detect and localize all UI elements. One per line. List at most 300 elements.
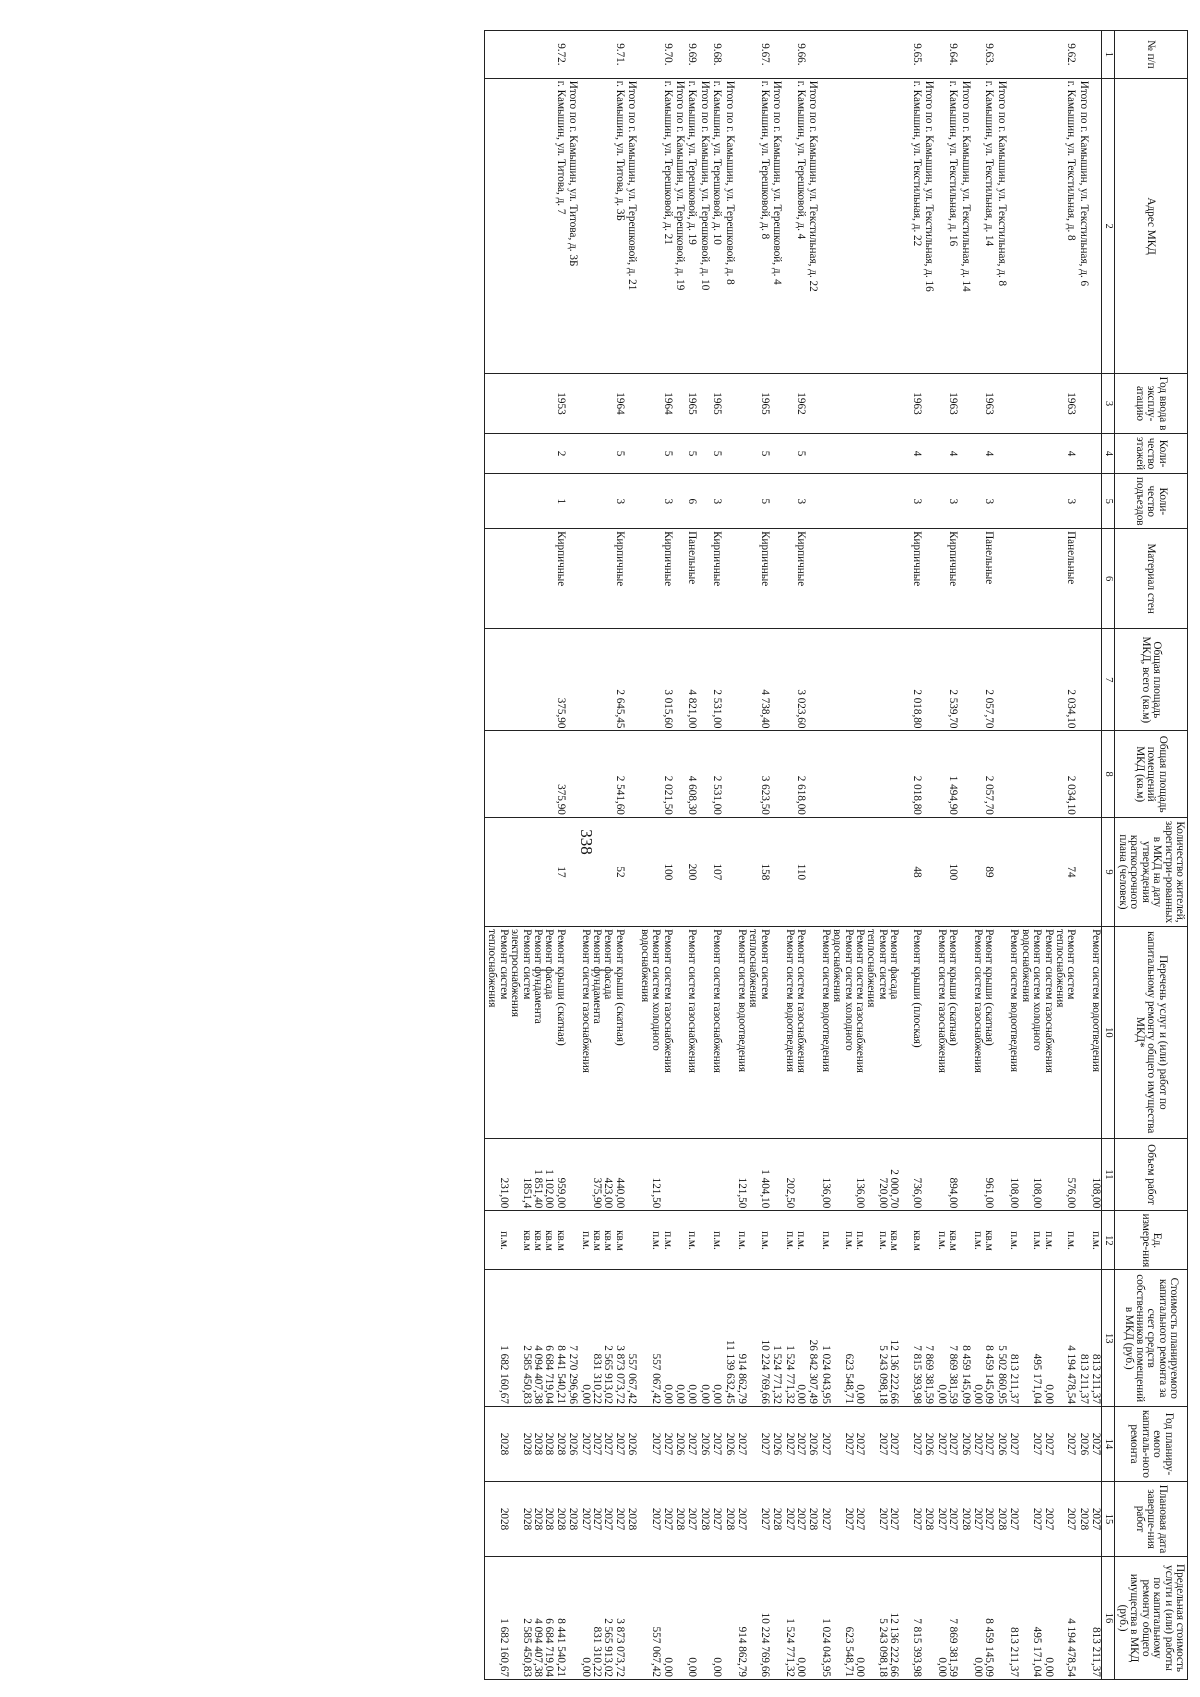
year-cell xyxy=(625,374,637,433)
entrances-cell xyxy=(782,474,806,529)
works-list-cell xyxy=(735,927,770,1139)
total-area-cell-text: 4 738,40 xyxy=(758,689,771,729)
residents-cell xyxy=(673,817,685,926)
row-number-text: 9.66. xyxy=(795,43,807,66)
entrances-cell xyxy=(995,474,1007,529)
row-number-text: 9.62. xyxy=(1065,43,1078,66)
floors-cell-text: 5 xyxy=(711,450,724,457)
total-area-cell xyxy=(625,629,637,731)
wall-material-cell xyxy=(685,529,697,629)
premises-area-cell xyxy=(1089,731,1102,817)
year-cell-text: 1963 xyxy=(1065,392,1078,415)
header-cell: № п/п xyxy=(1114,31,1187,79)
wall-material-cell-text: Кирпичные xyxy=(795,531,807,587)
wall-material-cell xyxy=(1089,529,1102,629)
total-row xyxy=(995,31,1007,1680)
wall-material-cell xyxy=(710,529,722,629)
wall-material-cell xyxy=(566,529,578,629)
planned-year-cell-text: 2026 xyxy=(626,1432,639,1456)
limit-cost-cell xyxy=(697,1557,709,1680)
premises-area-cell-text: 2 018,80 xyxy=(911,775,924,815)
header-cell: Предельная стоимость услуги и (или) работы по капитальному ремонту общего имущества в МКД (руб.) xyxy=(1114,1557,1187,1680)
planned-year-cell xyxy=(625,1406,637,1481)
residents-cell-text: 100 xyxy=(947,863,960,881)
row-number-text: 9.65. xyxy=(911,43,924,66)
planned-cost-cell xyxy=(710,1270,722,1406)
planned-cost-cell-text: 813 211,37 xyxy=(1077,1354,1090,1404)
total-area-cell xyxy=(637,629,672,731)
row-number xyxy=(697,31,709,79)
work-volume-cell xyxy=(782,1138,806,1211)
works-list-cell xyxy=(958,927,970,1139)
residents-cell-text: 17 xyxy=(554,866,567,878)
works-list-cell-text: Ремонт крыши (скатная) Ремонт фасада Ремонт фундамента Ремонт систем электроснабжения Ремонт систем теплоснабжения xyxy=(486,929,567,1046)
address-cell xyxy=(922,78,934,374)
planned-year-cell-text: 2026 xyxy=(1077,1432,1090,1456)
address-cell-text: Итого по г. Камышин, ул. Текстильная, д. 16 xyxy=(923,80,936,292)
work-volume-cell xyxy=(818,1138,922,1211)
completion-date-cell-text: 2028 xyxy=(626,1507,639,1531)
planned-cost-cell xyxy=(735,1270,770,1406)
premises-area-cell-text: 2 034,10 xyxy=(1065,775,1078,815)
total-area-cell-text: 2 057,70 xyxy=(983,689,996,729)
completion-date-cell-text: 2027 xyxy=(686,1507,699,1531)
table-row xyxy=(971,31,995,1680)
planned-year-cell xyxy=(818,1406,922,1481)
completion-date-cell xyxy=(578,1482,625,1557)
premises-area-cell xyxy=(770,731,782,817)
residents-cell-text: 110 xyxy=(795,863,807,881)
unit-cell xyxy=(782,1211,806,1270)
works-list-cell xyxy=(637,927,672,1139)
planned-year-cell xyxy=(934,1406,958,1481)
premises-area-cell-text: 2 541,60 xyxy=(613,775,626,815)
premises-area-cell xyxy=(625,731,637,817)
unit-cell xyxy=(995,1211,1007,1270)
row-number xyxy=(806,31,818,79)
works-list-cell xyxy=(625,927,637,1139)
address-cell xyxy=(995,78,1007,374)
year-cell xyxy=(934,374,958,433)
wall-material-cell-text: Кирпичные xyxy=(661,531,674,587)
unit-cell-text: кв.м кв.м кв.м кв.м п.м. xyxy=(497,1230,567,1251)
floors-cell xyxy=(818,433,922,474)
table-row xyxy=(637,31,672,1680)
limit-cost-cell xyxy=(922,1557,934,1680)
planned-cost-cell xyxy=(934,1270,958,1406)
entrances-cell-text: 3 xyxy=(795,498,807,505)
address-cell xyxy=(934,78,958,374)
works-list-cell xyxy=(578,927,625,1139)
limit-cost-cell-text: 8 459 145,09 0,00 xyxy=(972,1618,996,1677)
entrances-cell xyxy=(1089,474,1102,529)
entrances-cell xyxy=(566,474,578,529)
residents-cell xyxy=(1089,817,1102,926)
wall-material-cell-text: Кирпичные xyxy=(711,531,724,587)
unit-cell xyxy=(722,1211,734,1270)
row-number xyxy=(685,31,697,79)
column-number: 14 xyxy=(1102,1406,1114,1481)
residents-cell xyxy=(770,817,782,926)
floors-cell-text: 4 xyxy=(947,450,960,457)
planned-year-cell-text: 2026 xyxy=(673,1432,686,1456)
works-list-cell-text: Ремонт систем газоснабжения xyxy=(711,929,724,1073)
floors-cell xyxy=(722,433,734,474)
residents-cell xyxy=(625,817,637,926)
address-cell-text: г. Камышин, ул. Текстильная, д. 14 xyxy=(983,80,996,247)
address-cell-text: Итого по г. Камышин, ул. Терешковой, д. 10 xyxy=(698,80,711,291)
completion-date-cell xyxy=(566,1482,578,1557)
address-cell xyxy=(806,78,818,374)
row-number xyxy=(995,31,1007,79)
year-cell xyxy=(722,374,734,433)
year-cell xyxy=(818,374,922,433)
work-volume-cell xyxy=(1089,1138,1102,1211)
unit-cell-text: кв.м п.м. xyxy=(972,1230,996,1251)
total-area-cell xyxy=(995,629,1007,731)
floors-cell-text: 4 xyxy=(1065,450,1078,457)
works-list-cell xyxy=(1089,927,1102,1139)
entrances-cell xyxy=(578,474,625,529)
wall-material-cell-text: Кирпичные xyxy=(758,531,771,587)
residents-cell-text: 74 xyxy=(1065,866,1078,878)
completion-date-cell xyxy=(782,1482,806,1557)
completion-date-cell xyxy=(485,1482,566,1557)
floors-cell xyxy=(673,433,685,474)
header-cell: Объем работ xyxy=(1114,1138,1187,1211)
premises-area-cell xyxy=(710,731,722,817)
unit-cell xyxy=(735,1211,770,1270)
planned-cost-cell-text: 5 502 860,95 xyxy=(995,1345,1008,1404)
works-list-cell xyxy=(673,927,685,1139)
work-volume-cell-text: 202,50 xyxy=(783,1177,796,1209)
limit-cost-cell xyxy=(1076,1557,1088,1680)
works-list-cell-text: Ремонт систем водоотведения xyxy=(1090,929,1103,1073)
row-number-text: 9.63. xyxy=(983,43,996,66)
works-list-cell-text: Ремонт систем газоснабжения xyxy=(686,929,699,1073)
limit-cost-cell xyxy=(673,1557,685,1680)
entrances-cell-text: 5 xyxy=(758,498,771,505)
work-volume-cell xyxy=(710,1138,722,1211)
work-volume-cell xyxy=(958,1138,970,1211)
floors-cell-text: 5 xyxy=(758,450,771,457)
work-volume-cell xyxy=(485,1138,566,1211)
works-list-cell xyxy=(1007,927,1076,1139)
entrances-cell xyxy=(673,474,685,529)
year-cell xyxy=(1076,374,1088,433)
planned-year-cell xyxy=(697,1406,709,1481)
address-cell xyxy=(485,78,566,374)
completion-date-cell xyxy=(710,1482,722,1557)
wall-material-cell xyxy=(485,529,566,629)
planned-cost-cell xyxy=(1007,1270,1076,1406)
planned-year-cell xyxy=(1089,1406,1102,1481)
entrances-cell xyxy=(485,474,566,529)
completion-date-cell xyxy=(806,1482,818,1557)
floors-cell xyxy=(566,433,578,474)
address-cell xyxy=(578,78,625,374)
unit-cell xyxy=(685,1211,697,1270)
planned-cost-cell-text: 1 524 771,32 xyxy=(771,1345,784,1404)
planned-year-cell-text: 2027 2027 xyxy=(972,1432,996,1456)
total-area-cell-text: 2 034,10 xyxy=(1065,689,1078,729)
wall-material-cell xyxy=(934,529,958,629)
planned-year-cell-text: 2027 2027 2027 2027 2027 2027 xyxy=(819,1432,924,1456)
works-list-cell-text: Ремонт крыши (скатная) Ремонт систем газоснабжения xyxy=(935,929,960,1073)
premises-area-cell xyxy=(685,731,697,817)
limit-cost-cell xyxy=(995,1557,1007,1680)
premises-area-cell xyxy=(782,731,806,817)
year-cell xyxy=(782,374,806,433)
planned-year-cell xyxy=(722,1406,734,1481)
premises-area-cell-text: 2 531,00 xyxy=(711,775,724,815)
planned-cost-cell xyxy=(673,1270,685,1406)
header-cell: Материал стен xyxy=(1114,529,1187,629)
entrances-cell xyxy=(958,474,970,529)
total-area-cell-text: 4 821,00 xyxy=(686,689,699,729)
works-list-cell xyxy=(485,927,566,1139)
planned-cost-cell xyxy=(922,1270,934,1406)
planned-cost-cell-text: 26 842 307,49 xyxy=(807,1339,820,1404)
total-area-cell xyxy=(566,629,578,731)
completion-date-cell xyxy=(685,1482,697,1557)
residents-cell xyxy=(934,817,958,926)
unit-cell-text: кв.м п.м. xyxy=(935,1230,960,1251)
unit-cell xyxy=(578,1211,625,1270)
premises-area-cell-text: 375,90 xyxy=(554,784,567,815)
works-list-cell-text: Ремонт крыши (скатная) Ремонт фасада Ремонт фундамента Ремонт систем газоснабжения xyxy=(579,929,626,1073)
premises-area-cell-text: 2 021,50 xyxy=(661,775,674,815)
completion-date-cell xyxy=(637,1482,672,1557)
planned-year-cell-text: 2026 xyxy=(567,1432,580,1456)
column-number: 6 xyxy=(1102,529,1114,629)
wall-material-cell-text: Кирпичные xyxy=(911,531,924,587)
residents-cell xyxy=(637,817,672,926)
total-area-cell xyxy=(958,629,970,731)
address-cell-text: Итого по г. Камышин, ул. Терешковой, д. 4 xyxy=(771,80,784,285)
total-area-cell-text: 2 645,45 xyxy=(613,689,626,729)
row-number xyxy=(735,31,770,79)
planned-year-cell xyxy=(710,1406,722,1481)
year-cell xyxy=(673,374,685,433)
works-list-cell xyxy=(934,927,958,1139)
planned-year-cell xyxy=(1007,1406,1076,1481)
column-number-row xyxy=(1102,31,1114,1680)
limit-cost-cell xyxy=(485,1557,566,1680)
residents-cell xyxy=(995,817,1007,926)
unit-cell-text: п.м. п.м. xyxy=(783,1231,807,1250)
total-area-cell xyxy=(685,629,697,731)
floors-cell xyxy=(922,433,934,474)
completion-date-cell-text: 2027 2027 2027 2027 xyxy=(579,1507,626,1531)
header-cell: Плановая дата заверше-ния работ xyxy=(1114,1482,1187,1557)
year-cell-text: 1964 xyxy=(661,392,674,415)
works-list-cell-text: Ремонт систем теплоснабжения Ремонт систем водоотведения xyxy=(735,929,771,1073)
residents-cell xyxy=(782,817,806,926)
floors-cell xyxy=(770,433,782,474)
floors-cell xyxy=(782,433,806,474)
total-row xyxy=(566,31,578,1680)
total-area-cell xyxy=(673,629,685,731)
works-list-cell xyxy=(782,927,806,1139)
row-number-text: 9.69. xyxy=(686,43,699,66)
works-list-cell xyxy=(806,927,818,1139)
completion-date-cell-text: 2028 xyxy=(698,1507,711,1531)
floors-cell xyxy=(934,433,958,474)
year-cell xyxy=(735,374,770,433)
planned-year-cell xyxy=(485,1406,566,1481)
entrances-cell xyxy=(735,474,770,529)
completion-date-cell xyxy=(1089,1482,1102,1557)
limit-cost-cell-text: 0,00 1 524 771,32 xyxy=(783,1618,807,1677)
address-cell-text: г. Камышин, ул. Терешковой, д. 4 xyxy=(795,80,807,240)
planned-cost-cell xyxy=(697,1270,709,1406)
total-area-cell xyxy=(578,629,625,731)
work-volume-cell xyxy=(625,1138,637,1211)
wall-material-cell xyxy=(1076,529,1088,629)
entrances-cell-text: 3 xyxy=(613,498,626,505)
row-number xyxy=(722,31,734,79)
row-number xyxy=(578,31,625,79)
completion-date-cell-text: 2028 xyxy=(959,1507,972,1531)
planned-cost-cell-text: 813 211,37 xyxy=(1090,1354,1103,1404)
planned-cost-cell xyxy=(1076,1270,1088,1406)
planned-cost-cell-text: 8 441 540,21 6 684 719,04 4 094 407,38 2 585 450,83 1 682 160,67 xyxy=(497,1345,567,1404)
work-volume-cell-text: 961,00 xyxy=(983,1177,996,1209)
year-cell-text: 1964 xyxy=(613,392,626,415)
row-number-text: 9.67. xyxy=(758,43,771,66)
total-area-cell xyxy=(697,629,709,731)
address-cell-text: г. Камышин, ул. Терешковой, д. 10 xyxy=(711,80,724,245)
entrances-cell-text: 6 xyxy=(686,498,699,505)
limit-cost-cell xyxy=(1007,1557,1076,1680)
wall-material-cell xyxy=(697,529,709,629)
entrances-cell xyxy=(637,474,672,529)
planned-year-cell xyxy=(637,1406,672,1481)
planned-cost-cell-text: 0,00 xyxy=(698,1384,711,1404)
entrances-cell xyxy=(625,474,637,529)
work-volume-cell xyxy=(685,1138,697,1211)
address-cell-text: г. Камышин, ул. Текстильная, д. 16 xyxy=(947,80,960,247)
residents-cell-text: 158 xyxy=(758,863,771,881)
residents-cell xyxy=(485,817,566,926)
address-cell-text: Итого по г. Камышин, ул. Терешковой, д. 8 xyxy=(723,80,736,285)
residents-cell-text: 89 xyxy=(983,866,996,878)
limit-cost-cell-text: 8 441 540,21 6 684 719,04 4 094 407,38 2 585 450,83 1 682 160,67 xyxy=(497,1618,567,1677)
planned-cost-cell-text: 7 869 381,59 0,00 xyxy=(935,1345,960,1404)
unit-cell xyxy=(1007,1211,1076,1270)
address-cell xyxy=(566,78,578,374)
residents-cell-text: 107 xyxy=(711,863,724,881)
header-cell: Общая площадь помещений МКД (кв.м) xyxy=(1114,731,1187,817)
total-area-cell xyxy=(934,629,958,731)
premises-area-cell-text: 3 623,50 xyxy=(758,775,771,815)
wall-material-cell xyxy=(922,529,934,629)
residents-cell xyxy=(685,817,697,926)
residents-cell xyxy=(922,817,934,926)
planned-cost-cell-text: 10 224 769,66 914 862,79 xyxy=(735,1339,771,1404)
planned-year-cell xyxy=(770,1406,782,1481)
residents-cell xyxy=(578,817,625,926)
limit-cost-cell xyxy=(1089,1557,1102,1680)
entrances-cell xyxy=(971,474,995,529)
entrances-cell xyxy=(770,474,782,529)
premises-area-cell xyxy=(818,731,922,817)
premises-area-cell xyxy=(735,731,770,817)
floors-cell-text: 5 xyxy=(613,450,626,457)
unit-cell xyxy=(485,1211,566,1270)
wall-material-cell-text: Панельные xyxy=(983,531,996,585)
row-number xyxy=(673,31,685,79)
residents-cell xyxy=(1007,817,1076,926)
row-number xyxy=(1007,31,1076,79)
completion-date-cell xyxy=(673,1482,685,1557)
unit-cell-text: п.м. п.м. xyxy=(735,1231,771,1250)
work-volume-cell-text: 440,00 423,00 375,90 xyxy=(591,1177,626,1209)
premises-area-cell xyxy=(566,731,578,817)
rotated-table-container xyxy=(38,30,1188,1680)
year-cell xyxy=(637,374,672,433)
address-cell xyxy=(673,78,685,374)
total-row xyxy=(697,31,709,1680)
address-cell-text: Итого по г. Камышин, ул. Текстильная, д. 8 xyxy=(995,80,1008,287)
work-volume-cell xyxy=(697,1138,709,1211)
row-number xyxy=(818,31,922,79)
works-list-cell xyxy=(818,927,922,1139)
table-row xyxy=(685,31,697,1680)
header-cell: Адрес МКД xyxy=(1114,78,1187,374)
works-list-cell xyxy=(710,927,722,1139)
floors-cell xyxy=(735,433,770,474)
planned-cost-cell xyxy=(1089,1270,1102,1406)
planned-cost-cell-text: 8 459 145,09 0,00 xyxy=(972,1345,996,1404)
completion-date-cell-text: 2028 xyxy=(673,1507,686,1531)
planned-cost-cell xyxy=(637,1270,672,1406)
row-number-text: 9.64. xyxy=(947,43,960,66)
planned-year-cell-text: 2027 2027 xyxy=(650,1432,674,1456)
planned-cost-cell-text: 0,00 xyxy=(673,1384,686,1404)
work-volume-cell xyxy=(578,1138,625,1211)
premises-area-cell xyxy=(578,731,625,817)
work-volume-cell xyxy=(806,1138,818,1211)
address-cell-text: г. Камышин, ул. Текстильная, д. 22 xyxy=(911,80,924,247)
premises-area-cell xyxy=(922,731,934,817)
works-list-cell-text: Ремонт систем газоснабжения Ремонт систем холодного водоснабжения xyxy=(638,929,674,1073)
planned-cost-cell xyxy=(958,1270,970,1406)
work-volume-cell xyxy=(934,1138,958,1211)
entrances-cell xyxy=(818,474,922,529)
entrances-cell xyxy=(1076,474,1088,529)
planned-cost-cell xyxy=(685,1270,697,1406)
residents-cell xyxy=(1076,817,1088,926)
wall-material-cell xyxy=(782,529,806,629)
wall-material-cell xyxy=(735,529,770,629)
works-list-cell xyxy=(922,927,934,1139)
column-number: 12 xyxy=(1102,1211,1114,1270)
work-volume-cell xyxy=(637,1138,672,1211)
floors-cell xyxy=(971,433,995,474)
unit-cell xyxy=(637,1211,672,1270)
header-cell: Общая площадь МКД, всего (кв.м) xyxy=(1114,629,1187,731)
limit-cost-cell xyxy=(806,1557,818,1680)
entrances-cell xyxy=(685,474,697,529)
premises-area-cell xyxy=(1007,731,1076,817)
column-number: 13 xyxy=(1102,1270,1114,1406)
planned-cost-cell-text: 11 139 632,45 xyxy=(723,1340,736,1404)
works-list-cell xyxy=(566,927,578,1139)
row-number-text: 9.70. xyxy=(661,43,674,66)
completion-date-cell xyxy=(722,1482,734,1557)
